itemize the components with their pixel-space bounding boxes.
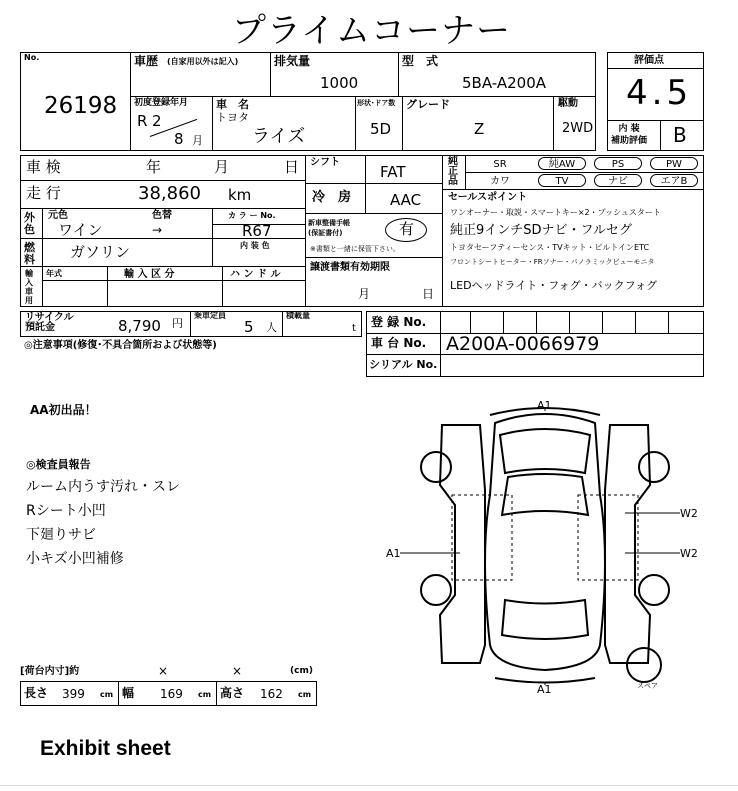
shift-label: シフト bbox=[310, 157, 340, 168]
displacement-value: 1000 bbox=[320, 74, 359, 92]
recycle-label: リサイクル 預託金 bbox=[25, 312, 74, 333]
drive-label: 駆動 bbox=[558, 98, 578, 109]
equip-ps: PS bbox=[594, 157, 642, 170]
cargo-width-label: 幅 bbox=[122, 686, 135, 700]
damage-mark: A1 bbox=[386, 547, 401, 560]
spare-label: スペア bbox=[637, 682, 658, 690]
import-class-label: 輸 入 区 分 bbox=[124, 269, 175, 280]
cargo-width-cm: cm bbox=[198, 690, 212, 699]
displacement-label: 排気量 bbox=[274, 54, 311, 68]
interior-score-label: 内 装 補助評価 bbox=[611, 124, 648, 146]
sales-point-1: ワンオーナー・取説・スマートキー×2・プッシュスタート bbox=[450, 208, 661, 217]
car-name-value: ライズ bbox=[252, 126, 306, 147]
equip-leather: カワ bbox=[490, 176, 510, 187]
mileage-label: 走 行 bbox=[26, 184, 61, 202]
recycle-unit: 円 bbox=[172, 317, 183, 330]
inspection-month-label: 月 bbox=[214, 158, 230, 176]
first-listing: AA初出品！ bbox=[30, 403, 97, 417]
cargo-width: 169 bbox=[160, 687, 183, 701]
cargo-label: [荷台内寸]約 bbox=[20, 666, 80, 677]
transfer-month: 月 bbox=[358, 287, 371, 301]
interior-color-label: 内 装 色 bbox=[240, 241, 270, 250]
body-doors-value: 5D bbox=[370, 120, 392, 138]
inspector-report-label: ◎検査員報告 bbox=[26, 458, 91, 471]
fuel-value: ガソリン bbox=[70, 243, 131, 261]
sales-point-5: LEDヘッドライト・フォグ・バックフォグ bbox=[450, 279, 658, 292]
grade-label: グレード bbox=[406, 98, 450, 111]
cargo-height-label: 高さ bbox=[220, 686, 245, 700]
transfer-day: 日 bbox=[422, 287, 435, 301]
cargo-height: 162 bbox=[260, 687, 283, 701]
damage-mark: A1 bbox=[537, 683, 552, 695]
import-year-label: 年式 bbox=[46, 269, 62, 278]
base-color-label: 元色 bbox=[48, 210, 68, 221]
cargo-length-label: 長さ bbox=[24, 686, 49, 700]
fuel-label: 燃料 bbox=[24, 241, 35, 266]
remark-line-1: ルーム内うす汚れ・スレ bbox=[26, 479, 180, 495]
first-reg-year: 2 bbox=[152, 112, 162, 130]
sales-point-4: フロントシートヒーター・FRソナー・パノラミックビューモニタ bbox=[450, 258, 655, 266]
equip-tv: TV bbox=[538, 174, 586, 187]
inspection-day-label: 日 bbox=[284, 158, 300, 176]
handle-label: ハ ン ド ル bbox=[230, 269, 281, 280]
page-title: プライムコーナー bbox=[232, 11, 511, 51]
equip-navi: ナビ bbox=[594, 174, 642, 187]
remark-line-3: 下廻りサビ bbox=[26, 527, 96, 543]
recycle-value: 8,790 bbox=[118, 317, 161, 335]
first-reg-era: R bbox=[137, 112, 148, 130]
first-reg-month-unit: 月 bbox=[192, 134, 203, 147]
base-color-value: ワイン bbox=[58, 221, 103, 239]
cargo-height-cm: cm bbox=[298, 690, 312, 699]
inspection-label: 車 検 bbox=[26, 158, 61, 176]
first-reg-label: 初度登録年月 bbox=[134, 98, 189, 108]
body-doors-label: 形状･ドア数 bbox=[357, 99, 396, 107]
load-label: 積載量 bbox=[286, 311, 310, 320]
capacity-unit: 人 bbox=[266, 321, 277, 334]
chassis-label: 車 台 No. bbox=[371, 336, 427, 350]
exterior-color-side-label: 外色 bbox=[24, 211, 35, 236]
equip-sr: SR bbox=[493, 159, 507, 170]
wheel-front-right bbox=[639, 452, 669, 482]
footer-caption: Exhibit sheet bbox=[40, 737, 171, 760]
color-code-value: R67 bbox=[242, 222, 272, 240]
remark-line-4: 小キズ小凹補修 bbox=[26, 551, 124, 567]
history-note: (自家用以外は記入) bbox=[167, 57, 239, 66]
notice-label: ◎注意事項(修復･不具合箇所および状態等) bbox=[24, 340, 217, 351]
cargo-times-2: × bbox=[232, 664, 243, 678]
wheel-spare bbox=[627, 648, 661, 682]
model-value: 5BA-A200A bbox=[462, 74, 547, 92]
transfer-docs-label: 譲渡書類有効期限 bbox=[310, 262, 390, 273]
serial-label: シリアル No. bbox=[369, 358, 438, 371]
equipment-label: 純正品 bbox=[448, 156, 458, 187]
damage-mark: W2 bbox=[680, 547, 698, 560]
manual-label: 新車整備手帳 (保証書付) bbox=[308, 219, 350, 237]
ac-label: 冷 房 bbox=[312, 190, 352, 205]
mileage-unit: km bbox=[228, 186, 252, 204]
equip-alloy-wheel: 純AW bbox=[538, 157, 586, 170]
first-reg-month: 8 bbox=[174, 130, 184, 148]
color-arrow: → bbox=[152, 223, 163, 237]
sales-points-label: セールスポイント bbox=[448, 192, 528, 203]
cargo-times-1: × bbox=[158, 664, 169, 678]
car-maker: トヨタ bbox=[216, 111, 249, 124]
footer-divider bbox=[0, 785, 738, 786]
shift-value: FAT bbox=[380, 163, 406, 181]
cargo-unit-label: (cm) bbox=[290, 666, 313, 676]
registration-label: 登 録 No. bbox=[371, 315, 427, 329]
import-side-label: 輸入車用 bbox=[25, 269, 33, 305]
capacity-label: 乗車定員 bbox=[194, 311, 226, 320]
model-label: 型 式 bbox=[402, 54, 439, 68]
history-label: 車歴 bbox=[134, 54, 159, 68]
damage-mark: A1 bbox=[537, 399, 552, 412]
cargo-length-cm: cm bbox=[100, 690, 114, 699]
capacity-value: 5 bbox=[244, 318, 254, 336]
changed-color-label: 色替 bbox=[152, 210, 172, 221]
wheel-front-left bbox=[421, 452, 451, 482]
interior-score-value: B bbox=[673, 123, 687, 147]
manual-value: 有 bbox=[399, 220, 415, 238]
equip-airbag: エアB bbox=[650, 174, 698, 187]
drive-value: 2WD bbox=[562, 121, 594, 136]
score-value: 4.5 bbox=[626, 73, 693, 113]
grade-value: Z bbox=[474, 120, 485, 138]
load-unit: t bbox=[352, 323, 356, 334]
cargo-length: 399 bbox=[62, 687, 85, 701]
car-name-label: 車 名 bbox=[216, 98, 249, 111]
manual-note: ※書類と一緒に保管下さい。 bbox=[310, 245, 400, 253]
car-damage-diagram bbox=[360, 395, 720, 695]
lot-no-label: No. bbox=[24, 53, 40, 62]
wheel-rear-right bbox=[639, 575, 669, 605]
lot-number: 26198 bbox=[44, 93, 118, 119]
sales-point-3: トヨタセーフティーセンス・TVキット・ビルトインETC bbox=[450, 243, 650, 252]
wheel-rear-left bbox=[421, 575, 451, 605]
score-label: 評価点 bbox=[634, 55, 664, 66]
sales-point-2: 純正9インチSDナビ・フルセグ bbox=[450, 223, 633, 238]
inspection-year-label: 年 bbox=[146, 158, 162, 176]
color-code-label: カ ラ ー No. bbox=[228, 211, 276, 220]
mileage-value: 38,860 bbox=[138, 183, 201, 204]
damage-mark: W2 bbox=[680, 507, 698, 520]
chassis-value: A200A-0066979 bbox=[446, 333, 600, 355]
remark-line-2: Rシート小凹 bbox=[26, 503, 106, 519]
equip-pw: PW bbox=[650, 157, 698, 170]
ac-value: AAC bbox=[390, 191, 422, 209]
